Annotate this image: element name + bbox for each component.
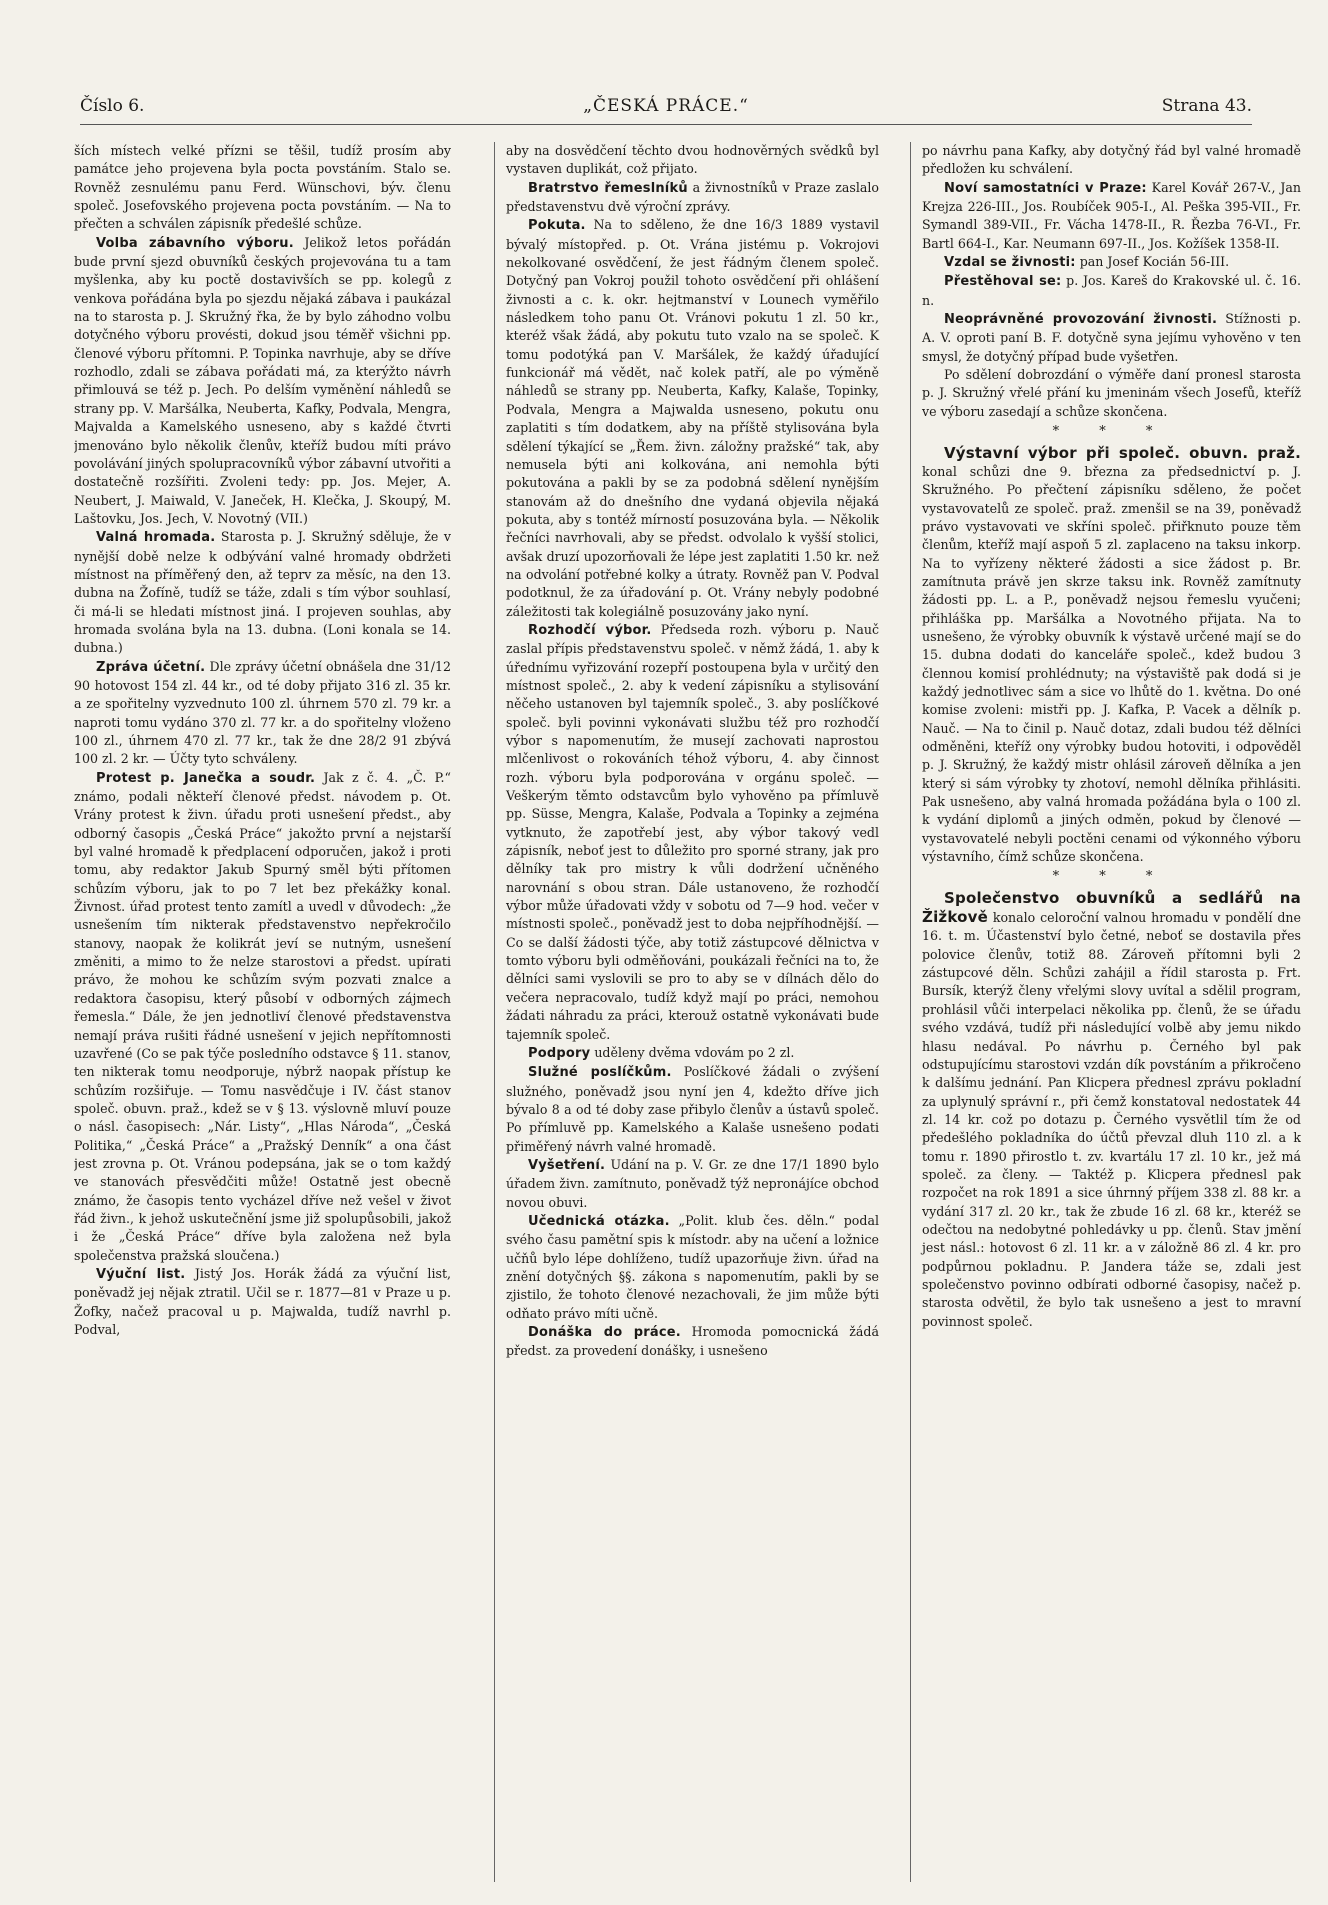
newspaper-title: „ČESKÁ PRÁCE.“ xyxy=(583,96,749,116)
section-heading: Noví samostatníci v Praze: xyxy=(944,180,1147,196)
page-header xyxy=(80,96,1252,124)
paragraph-text: aby na dosvědčení těchto dvou hodnověrných svědků byl vystaven duplikát, což přijato. xyxy=(506,143,879,177)
section-separator: * * * xyxy=(1052,424,1171,440)
article-paragraph xyxy=(922,253,1301,272)
section-heading: Výuční list. xyxy=(96,1266,186,1282)
article-paragraph xyxy=(506,216,879,621)
paragraph-text: Starosta p. J. Skružný sděluje, že v nynější době nelze k odbývání valné hromady obdržeti místnost na příměřený den, až teprv za měsíc, na den 13. dubna na Žofíně, tudíž se táže, zdali s tím výbor souhlasí, či má-li se hledati místnost jiná. I projeven souhlas, aby hromada svolána byla na 13. dubna. (Loni konala se 14. dubna.) xyxy=(74,529,451,656)
article-paragraph xyxy=(922,272,1301,310)
paragraph-text: Udání na p. V. Gr. ze dne 17/1 1890 bylo úřadem živn. zamítnuto, poněvadž týž nepronájíce obchod novou obuvi. xyxy=(506,1156,879,1210)
section-heading: Vyšetření. xyxy=(528,1157,606,1173)
article-paragraph xyxy=(74,234,451,529)
article-paragraph xyxy=(506,1044,879,1063)
paragraph-text: konal schůzi dne 9. března za předsednictví p. J. Skružného. Po přečtení zápisníku sděleno, že počet vystavovatelů ze společ. praž. zmenšil se na 39, poněvadž právo vystavovati ve skříni společ. přiřknuto pouze těm členům, kteříž mají aspoň 5 zl. zaplaceno na taksu inkorp. Na to vyřízeny některé žádosti a sice žádost p. Br. zamítnuta právě jen skrze taksu ink. Rovněž zamítnuty žádosti pp. L. a P., poněvadž nejsou řemeslu vyučeni; přihláška pp. Maršálka a Novotného přijata. Na to usnešeno, že výrobky obuvník k výstavě určené mají se do 15. dubna dodati do kanceláře společ., kdež budou 3 člennou komisí prohlédnuty; na výstaviště pak dodá si je každý jednotlivec sám a sice vo lhůtě do 1. května. Do oné komise zvoleni: mistři pp. J. Kafka, P. Vacek a dělník p. Nauč. — Na to činil p. Nauč dotaz, zdali budou též dělníci odměněni, kteříž ony výrobky budou hotoviti, i odpověděl p. J. Skružný, že každý mistr ohlásil zároveň dělníka a jen který si sám výrobky ty zhotoví, nemohl dělníka přihlásiti. Pak usnešeno, aby valná hromada požádána byla o 100 zl. k vydání diplomů a jiných odměn, pokud by členové — vystavovatelé nebyli poctěni cenami od výkonného výboru výstavního, čímž schůze skončena. xyxy=(922,463,1301,865)
article-paragraph xyxy=(74,142,451,234)
paragraph-text: a živnostníků v Praze zaslalo představenstvu dvě výroční zprávy. xyxy=(506,179,879,215)
paragraph-text: „Polit. klub čes. děln.“ podal svého času pamětní spis k místodr. aby na učení a ložnice učňů bylo lépe dohlíženo, tudíž upazorňuje živn. úřad na znění dotyčných §§. zákona s napomenutím, pakli by se zjistilo, že tohoto členové nezachovali, že jim může býti odňato právo míti učně. xyxy=(506,1212,879,1321)
section-separator: * * * xyxy=(1052,869,1171,885)
article-paragraph xyxy=(74,528,451,657)
column-divider xyxy=(494,142,495,1882)
article-paragraph xyxy=(506,1323,879,1361)
paragraph-text: Jak z č. 4. „Č. P.“ známo, podali někteří členové předst. návodem p. Ot. Vrány protest k živn. úřadu proti usnešení předst., aby odborný časopis „Česká Práce“ jakožto první a nejstarší byl valné hromadě k předplacení odporučen, jakož i proti tomu, aby redaktor Jakub Spurný směl býti přítomen schůzím výboru, jak to po 7 let bez překážky konal. Živnost. úřad protest tento zamítl a uvedl v důvodech: „že usnešením tím nikterak představenstvo nepřekročilo stanovy, naopak že kolikrát jeví se nutným, usnešení změniti, a mimo to že nelze starostovi a předst. upírati právo, že mohou ke schůzím svým pozvati znalce a redaktora časopisu, který působí v odborných zájmech řemesla.“ Dále, že jen jednotliví členové představenstva nemají práva rušiti řádné usnešení v jejich nepřítomnosti uzavřené (Co se pak týče posledního odstavce § 11. stanov, ten nikterak tomu neodporuje, nýbrž naopak přístup ke schůzím rozšiřuje. — Tomu nasvědčuje i IV. část stanov společ. obuvn. praž., kdež se v § 13. výslovně mluví pouze o násl. časopisech: „Nár. Listy“, „Hlas Národa“, „Česká Politika,“ „Česká Práce“ a „Pražský Denník“ a ona část jest zrovna p. Ot. Vránou podepsána, jak se o tom každý ve stanovách přesvědčiti může! Ostatně jest obecně známo, že časopis tento vycházel dříve než vešel v život řád živn., k jehož uskutečnění jsme již spolupůsobili, jakož i že „Česká Práce“ dříve byla založena než byla společenstva pražská sloučena.) xyxy=(74,769,451,1263)
paragraph-text: p. Jos. Kareš do Krakovské ul. č. 16. n. xyxy=(922,273,1301,308)
paragraph-text: konalo celoroční valnou hromadu v pondělí dne 16. t. m. Účastenství bylo četné, neboť se dostavila přes polovice členův, totiž 88. Zároveň přítomni byli 2 zástupcové děln. Schůzi zahájil a řídil starosta p. Frt. Bursík, kterýž členy vřelými slovy uvítal a sdělil program, prohlásil vůči interpelaci několika pp. členů, že se úřadu svého vzdává, tudíž při následující volbě aby jemu nikdo hlasu nedával. Po návrhu p. Černého byl pak odstupujícímu starostovi vzdán dík povstáním a přikročeno k dalšímu jednání. Pan Klicpera přednesl zprávu pokladní za uplynulý správní r., při čemž konstatoval nedostatek 44 zl. 14 kr. což po dotazu p. Černého vysvětlil tím že od předešlého pokladníka do účtů převzal dluh 110 zl. a k tomu r. 1890 přirostlo t. zv. kvartálu 17 zl. 10 kr., jež má společ. za členy. — Taktéž p. Klicpera přednesl pak rozpočet na rok 1891 a sice úhrnný příjem 338 zl. 88 kr. a vydání 317 zl. 20 kr., tak že zbude 16 zl. 68 kr., kteréž se odečtou na nedobytné pohledávky u pp. členů. Stav jmění jest násl.: hotovost 6 zl. 11 kr. a v záložně 86 zl. 4 kr. pro podpůrnou pokladnu. P. Jandera táže se, zdali jest společenstvo povinno odbírati odborné časopisy, načež p. starosta odvětil, že bylo tak usnešeno a jest to mravní povinnost společ. xyxy=(922,910,1301,1329)
section-heading: Zpráva účetní. xyxy=(96,659,206,675)
column-1 xyxy=(74,142,459,1882)
paragraph-text: Předseda rozh. výboru p. Nauč zaslal přípis představenstvu společ. v němž žádá, 1. aby k úřednímu vyřizování rozepří postoupena byla v určitý den místnost společ., 2. aby k vedení zápisníku a stylisování něčeho ustanoven byl tajemník společ., 3. aby poslíčkové společ. byli povinni vykonávati službu též pro rozhodčí výbor s napomenutím, že musejí zachovati naprostou mlčenlivost o rokováních téhož výboru, 4. aby činnost rozh. výboru byla podporována v orgánu společ. — Veškerým těmto odstavcům bylo vyhověno pa přímluvě pp. Süsse, Mengra, Kalaše, Podvala a Topinky a zejména vytknuto, že zapotřebí jest, aby výbor takový vedl zápisník, neboť jest to důležito pro sporné strany, jak pro dělníky tak pro mistry k vůli dodržení učněného narovnání s obou stran. Dále ustanoveno, že rozhodčí výbor může úřadovati vždy v sobotu od 7—9 hod. večer v místnosti společ., poněvadž jest to doba nejpříhodnější. — Co se další žádosti týče, aby totiž zástupcové dělnictva v tomto výboru byli odměňováni, poukázali řečníci na to, že dělníci sami vyslovili se pro to aby se v dílnách dělo do večera nepracovalo, tudíž když mají po práci, nemohou žádati náhradu za práci, kterouž ostatně vykonávati bude tajemník společ. xyxy=(506,621,879,1042)
paragraph-text: Na to sděleno, že dne 16/3 1889 vystavil bývalý místopřed. p. Ot. Vrána jistému p. Vokrojovi nekolkované osvědčení, že jest řádným členem společ. Dotyčný pan Vokroj použil tohoto osvědčení při ohlášení živnosti a c. k. okr. hejtmanství v Lounech vyměřilo následkem toho panu Ot. Vránovi pokutu 1 zl. 50 kr., kteréž však žádá, aby pokutu tuto vzalo na se společ. K tomu podotýká pan V. Maršálek, že každý úřadující funkcionář má vědět, nač kolek patří, ale po výměně náhledů se strany pp. Neuberta, Kafky, Kalaše, Topinky, Podvala, Mengra a Majwalda usneseno, pokutu onu zaplatiti s tím dodatkem, aby na příště stylisována byla sdělení týkající se „Řem. živn. záložny pražské“ tak, aby nemusela býti ani kolkována, ani nemohla býti pokutována a pakli by se za podobná sdělení nynějším stanovám až do dnešního dne vydaná objevila nějaká pokuta, aby s tontéž mírností posuzována byla. — Několik řečníci navrhovali, aby se předst. odvolalo k vyšší stolici, avšak druzí upozorňovali že lépe jest zaplatiti 1.50 kr. než na odvolání potřebné kolky a útraty. Rovněž pan V. Podval podotknul, že za úřadování p. Ot. Vrány nebyly podobné záležitosti tak kolegiálně posuzovány jako nyní. xyxy=(506,217,879,619)
article-paragraph xyxy=(506,142,879,179)
article-paragraph xyxy=(922,366,1301,421)
paragraph-text: uděleny dvěma vdovám po 2 zl. xyxy=(594,1044,795,1060)
article-paragraph xyxy=(922,310,1301,366)
header-rule xyxy=(80,124,1252,125)
section-heading: Neoprávněné provozování živnosti. xyxy=(944,312,1218,328)
article-paragraph xyxy=(74,658,451,769)
article-paragraph xyxy=(74,1265,451,1339)
paragraph-text: po návrhu pana Kafky, aby dotyčný řád byl valné hromadě předložen ku schválení. xyxy=(922,143,1301,177)
section-heading: Rozhodčí výbor. xyxy=(528,622,652,638)
column-2 xyxy=(500,142,885,1882)
paragraph-text: Stížnosti p. A. V. oproti paní B. F. dotyčně syna jejímu vyhověno v ten smysl, že dotyčný případ bude vyšetřen. xyxy=(922,311,1301,364)
issue-number: Číslo 6. xyxy=(80,96,145,116)
page-number: Strana 43. xyxy=(1161,96,1252,116)
column-divider xyxy=(910,142,911,1882)
article-paragraph xyxy=(922,444,1301,867)
paragraph-text: Hromoda pomocnická žádá předst. za provedení donášky, i usnešeno xyxy=(506,1324,880,1359)
article-paragraph xyxy=(922,142,1301,179)
section-heading: Společenstvo obuvníků a sedlářů na Žižkově xyxy=(922,888,1301,927)
article-paragraph xyxy=(74,769,451,1265)
section-heading: Podpory xyxy=(528,1045,591,1061)
paragraph-text: Karel Kovář 267-V., Jan Krejza 226-III., Jos. Roubíček 905-I., Al. Peška 395-VII., Fr. Symandl 389-VII., Fr. Vácha 1478-II., R. Řezba 76-VI., Fr. Bartl 664-I., Kar. Neumann 697-II., Jos. Kožíšek 1358-II. xyxy=(922,179,1301,251)
article-paragraph xyxy=(922,889,1301,1331)
article-paragraph xyxy=(506,621,879,1044)
section-heading: Donáška do práce. xyxy=(528,1325,681,1340)
section-heading: Bratrstvo řemeslníků xyxy=(528,180,688,196)
article-paragraph xyxy=(506,1212,879,1323)
section-heading: Učednická otázka. xyxy=(528,1213,670,1229)
section-heading: Volba zábavního výboru. xyxy=(96,235,294,251)
paragraph-text: Poslíčkové žádali o zvýšení služného, poněvadž jsou nyní jen 4, kdežto dříve jich bývalo 8 a od té doby zase přibylo členův a ústavů společ. Po přímluvě pp. Kamelského a Kalaše usnešeno podati přiměřený návrh valné hromadě. xyxy=(506,1064,879,1154)
paragraph-text: Jistý Jos. Horák žádá za výuční list, poněvadž jej nějak ztratil. Učil se r. 1877—81 v Praze u p. Žofky, načež pracoval u p. Majwalda, tudíž navrhl p. Podval, xyxy=(74,1265,452,1337)
article-paragraph xyxy=(506,1063,879,1156)
article-paragraph xyxy=(506,1156,879,1212)
section-heading: Přestěhoval se: xyxy=(944,274,1062,290)
section-heading: Služné poslíčkům. xyxy=(528,1065,672,1081)
paragraph-text: ších místech velké přízni se těšil, tudíž prosím aby památce jeho projevena byla pocta povstáním. Stalo se. Rovněž zesnulému panu Ferd. Wünschovi, býv. členu společ. Josefovského projevena pocta povstáním. — Na to přečten a schválen zápisník předešlé schůze. xyxy=(74,143,451,232)
column-3 xyxy=(916,142,1301,1882)
section-heading: Vzdal se živnosti: xyxy=(944,255,1076,271)
section-heading: Výstavní výbor při společ. obuvn. praž. xyxy=(944,443,1301,462)
article-paragraph xyxy=(922,179,1301,253)
section-heading: Pokuta. xyxy=(528,218,586,234)
paragraph-text: Dle zprávy účetní obnášela dne 31/12 90 hotovost 154 zl. 44 kr., od té doby přijato 316 zl. 35 kr. a ze spořitelny vyzvednuto 100 zl. úhrnem 570 zl. 79 kr. a naproti tomu vydáno 370 zl. 77 kr. a do spořitelny vloženo 100 zl., úhrnem 470 zl. 77 kr., tak že dne 28/2 91 zbývá 100 zl. 2 kr. — Účty tyto schváleny. xyxy=(74,658,451,767)
paragraph-text: pan Josef Kocián 56-III. xyxy=(1079,254,1230,270)
paragraph-text: Jelikož letos pořádán bude první sjezd obuvníků českých projevována tu a tam myšlenka, aby ku poctě dostavivších se pp. kolegů z venkova pořádána byla po sjezdu nějaká zábava i paukázal na to starosta p. J. Skružný řka, že by bylo záhodno volbu dotyčného výboru provésti, dokud jsou téměř všichni pp. členové výboru přítomni. P. Topinka navrhuje, aby se dříve rozhodlo, zdali se zábava pořádati má, za kterýžto návrh přimlouvá se též p. Jech. Po delším vyměnění náhledů se strany pp. V. Maršálka, Neuberta, Kafky, Podvala, Mengra, Majvalda a Kamelského usneseno, aby s každé čtvrti jmenováno bylo několik členův, kteříž budou míti právo povolávání jiných spolupracovníků výbor zábavní utvořiti a dostatečně rozšířiti. Zvoleni tedy: pp. Jos. Mejer, A. Neubert, J. Maiwald, V. Janeček, H. Klečka, J. Skoupý, M. Laštovku, Jos. Jech, V. Novotný (VII.) xyxy=(74,234,451,526)
section-heading: Valná hromada. xyxy=(96,530,216,546)
article-paragraph xyxy=(506,179,879,217)
section-heading: Protest p. Janečka a soudr. xyxy=(96,770,316,786)
paragraph-text: Po sdělení dobrozdání o výměře daní pronesl starosta p. J. Skružný vřelé přání ku jmeninám všech Josefů, kteříž ve výboru zasedají a schůze skončena. xyxy=(922,367,1301,419)
